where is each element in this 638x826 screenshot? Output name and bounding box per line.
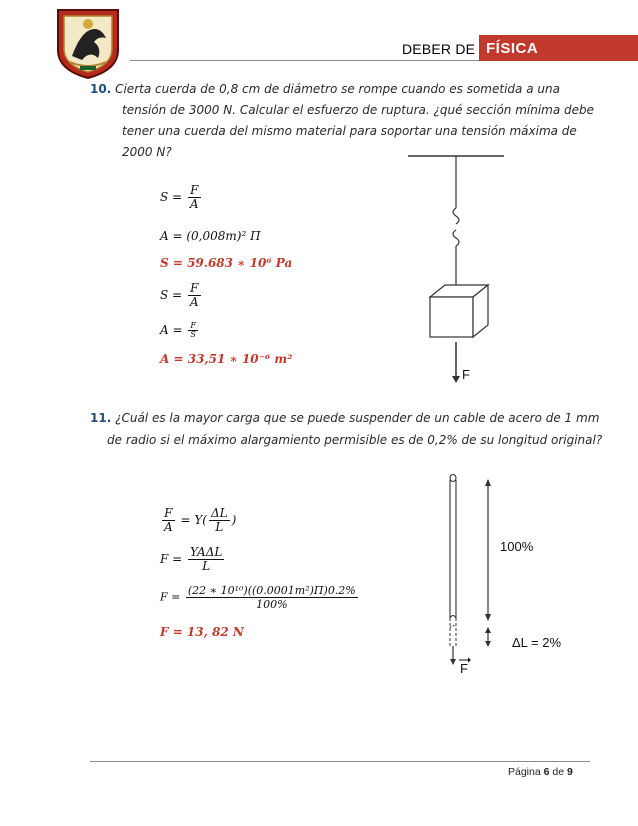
hanging-block-figure (400, 150, 520, 385)
fraction-denominator: S (190, 330, 196, 339)
fraction-numerator: F (190, 321, 196, 330)
problem-10-line-2: tensión de 3000 N. Calcular el esfuerzo de ruptura. ¿qué sección mínima debe (122, 103, 595, 117)
delta-arrow-bottom (485, 641, 491, 647)
force-lhs: F = (160, 552, 183, 566)
header-title: DEBER DE (402, 41, 476, 57)
fraction-numerator: ΔL (210, 506, 228, 520)
cable-end (450, 616, 456, 619)
problem-10-number: 10. (90, 82, 112, 96)
force-substitution (160, 584, 360, 611)
fraction-denominator: A (189, 295, 199, 309)
fraction-numerator: F (162, 507, 175, 521)
area-expression: A = (0,008m)² Π (160, 229, 261, 243)
problem-11-number: 11. (90, 411, 112, 425)
force-over-area-fraction (188, 184, 201, 211)
substitution-fraction (186, 584, 358, 611)
length-arrow-top (485, 479, 491, 486)
footer-rule (90, 761, 590, 762)
problem-10-line-1 (90, 79, 560, 100)
fraction-denominator: 100% (256, 598, 288, 611)
page-of: de (552, 766, 565, 778)
institution-seal-logo (52, 4, 124, 80)
fraction-denominator: A (189, 197, 199, 211)
force-label-f: F (462, 367, 470, 382)
fraction-denominator: A (164, 520, 173, 534)
elongation-end-dashed (450, 626, 456, 629)
problem-11-text-1: ¿Cuál es la mayor carga que se puede suspender de un cable de acero de 1 mm (115, 411, 600, 425)
strain-fraction (209, 507, 230, 534)
fraction-numerator: F (188, 282, 201, 296)
rope-break-lower (453, 230, 459, 246)
stress-result: S = 59.683 ∗ 10⁶ Pa (160, 256, 293, 270)
force-arrow-head (452, 376, 460, 383)
force-vector-letter: F (460, 661, 468, 676)
page-current: 6 (543, 766, 550, 778)
area-formula (160, 322, 200, 339)
page-total: 9 (567, 766, 573, 778)
problem-10-line-4: 2000 N? (122, 145, 172, 159)
ya-delta-l-over-l-fraction (188, 546, 224, 573)
length-arrow-bottom (485, 614, 491, 621)
page-number (508, 766, 573, 778)
force-over-area-fraction (162, 507, 175, 534)
stress-lhs: S = (160, 190, 183, 204)
force-over-area-fraction (188, 282, 201, 309)
stress-formula-repeat (160, 282, 203, 309)
page-word: Página (508, 766, 541, 778)
problem-10-line-3: tener una cuerda del mismo material para soportar una tensión máxima de (122, 124, 577, 138)
delta-arrow-top (485, 627, 491, 633)
elongation-label: ΔL = 2% (512, 635, 562, 650)
problem-11-line-2: de radio si el máximo alargamiento permisible es de 0,2% de su longitud original? (107, 433, 603, 447)
block-front (430, 297, 473, 337)
problem-10-text-1: Cierta cuerda de 0,8 cm de diámetro se rompe cuando es sometida a una (115, 82, 560, 96)
load-arrow-head (450, 659, 456, 665)
fraction-numerator: YAΔL (190, 545, 223, 559)
stress-lhs: S = (160, 288, 183, 302)
header-subject: FÍSICA (486, 40, 539, 57)
original-length-label: 100% (500, 539, 534, 554)
force-result: F = 13, 82 N (160, 625, 244, 639)
fraction-numerator: (22 ∗ 10¹⁰)((0.0001m²)Π)0.2% (187, 584, 356, 597)
force-lhs: F = (160, 590, 181, 604)
problem-11-line-1 (90, 408, 599, 429)
force-formula (160, 546, 226, 573)
rope-break-upper (453, 208, 459, 224)
fraction-denominator: L (215, 520, 224, 534)
stress-formula (160, 184, 203, 211)
area-result: A = 33,51 ∗ 10⁻⁶ m² (160, 352, 293, 366)
fraction-denominator: L (202, 559, 211, 573)
force-over-stress-fraction (188, 322, 198, 339)
cable-elongation-figure (436, 468, 496, 668)
cable-top-hook (450, 475, 456, 482)
hooke-law-formula (160, 507, 236, 534)
area-lhs: A = (160, 323, 183, 337)
closing-paren: ) (231, 513, 237, 527)
fraction-numerator: F (188, 184, 201, 198)
young-modulus-term: = Y( (180, 513, 207, 527)
